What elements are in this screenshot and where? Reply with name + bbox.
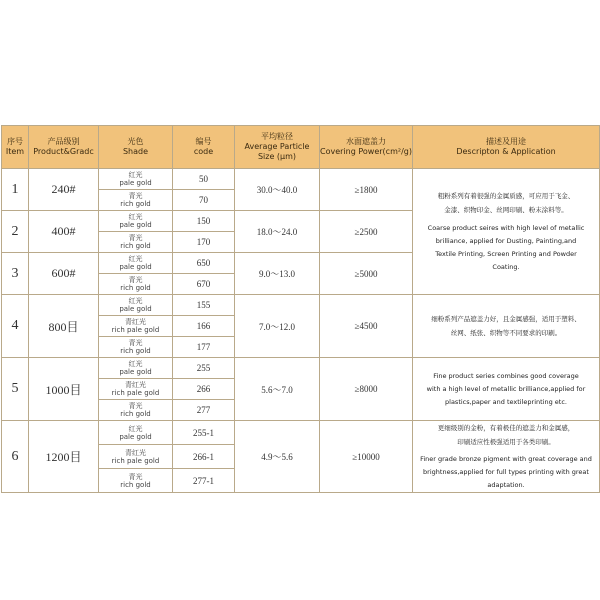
shade-header: 光色 Shade (99, 126, 173, 169)
covering-power: ≥8000 (320, 358, 413, 421)
code-cell: 255 (173, 358, 235, 379)
shade-cell: 青红光 rich pale gold (99, 379, 173, 400)
item-number: 6 (2, 421, 29, 493)
shade-cell: 红光 pale gold (99, 211, 173, 232)
code-cell: 650 (173, 253, 235, 274)
code-cell: 277-1 (173, 469, 235, 493)
code-cell: 170 (173, 232, 235, 253)
code-cell: 177 (173, 337, 235, 358)
item-number: 1 (2, 169, 29, 211)
table-row (2, 295, 600, 316)
item-header: 序号 Item (2, 126, 29, 169)
code-cell: 155 (173, 295, 235, 316)
product-grade: 1200目 (29, 421, 99, 493)
shade-cell: 红光 pale gold (99, 169, 173, 190)
particle-size: 7.0～12.0 (235, 295, 320, 358)
shade-cell: 青红光 rich pale gold (99, 445, 173, 469)
code-cell: 255-1 (173, 421, 235, 445)
table-row (2, 169, 600, 190)
covering-power: ≥1800 (320, 169, 413, 211)
fine-description-zh: 细粉系列产品遮盖力好，且金属感强，适用于塑料、 丝网、纸张、织物等不同要求的印刷。 (413, 295, 600, 358)
code-cell: 277 (173, 400, 235, 421)
product-grade: 400# (29, 211, 99, 253)
shade-cell: 青光 rich gold (99, 337, 173, 358)
code-header: 编号 code (173, 126, 235, 169)
code-cell: 266-1 (173, 445, 235, 469)
shade-cell: 红光 pale gold (99, 253, 173, 274)
shade-cell: 青光 rich gold (99, 469, 173, 493)
coarse-description: 粗粉系列有着很强的金属质感，可应用于飞金、 金漆、织物印金、丝网印刷、粉末涂料等。 Coarse product seires with high level of metallic brilliance, applied for Dusting, Painting,and Textile Printing, Screen Printing and Powder Coating. (413, 169, 600, 295)
product-header: 产品级别 Product&Gradc (29, 126, 99, 169)
fine-description-en: Fine product series combines good coverage with a high level of metallic brilliance,applied for plastics,paper and textileprinting etc. (413, 358, 600, 421)
desc-header: 描述及用途 Descripton & Application (413, 126, 600, 169)
particle-size: 4.9～5.6 (235, 421, 320, 493)
header-row (2, 126, 600, 169)
shade-cell: 青光 rich gold (99, 190, 173, 211)
spec-table (1, 125, 600, 493)
particle-size: 30.0～40.0 (235, 169, 320, 211)
code-cell: 166 (173, 316, 235, 337)
item-number: 2 (2, 211, 29, 253)
item-number: 3 (2, 253, 29, 295)
code-cell: 150 (173, 211, 235, 232)
shade-cell: 青光 rich gold (99, 400, 173, 421)
code-cell: 266 (173, 379, 235, 400)
shade-cell: 青光 rich gold (99, 274, 173, 295)
product-grade: 600# (29, 253, 99, 295)
covering-power: ≥4500 (320, 295, 413, 358)
size-header: 平均粒径 Average Particle Size (μm) (235, 126, 320, 169)
code-cell: 70 (173, 190, 235, 211)
shade-cell: 青光 rich gold (99, 232, 173, 253)
cover-header: 水面遮盖力 Covering Power(cm²/g) (320, 126, 413, 169)
product-grade: 800目 (29, 295, 99, 358)
covering-power: ≥2500 (320, 211, 413, 253)
shade-cell: 青红光 rich pale gold (99, 316, 173, 337)
finer-description: 更细级别的金粉，有着极佳的遮盖力和金属感， 印刷适应性极强适用于各类印刷。 Finer grade bronze pigment with great coverage and brightness,applied for full types printing with great adaptation. (413, 421, 600, 493)
item-number: 4 (2, 295, 29, 358)
product-grade: 1000目 (29, 358, 99, 421)
product-grade: 240# (29, 169, 99, 211)
particle-size: 5.6～7.0 (235, 358, 320, 421)
code-cell: 50 (173, 169, 235, 190)
particle-size: 9.0～13.0 (235, 253, 320, 295)
covering-power: ≥10000 (320, 421, 413, 493)
shade-cell: 红光 pale gold (99, 421, 173, 445)
shade-cell: 红光 pale gold (99, 295, 173, 316)
code-cell: 670 (173, 274, 235, 295)
table-row (2, 358, 600, 379)
shade-cell: 红光 pale gold (99, 358, 173, 379)
table-row (2, 421, 600, 445)
item-number: 5 (2, 358, 29, 421)
covering-power: ≥5000 (320, 253, 413, 295)
particle-size: 18.0～24.0 (235, 211, 320, 253)
